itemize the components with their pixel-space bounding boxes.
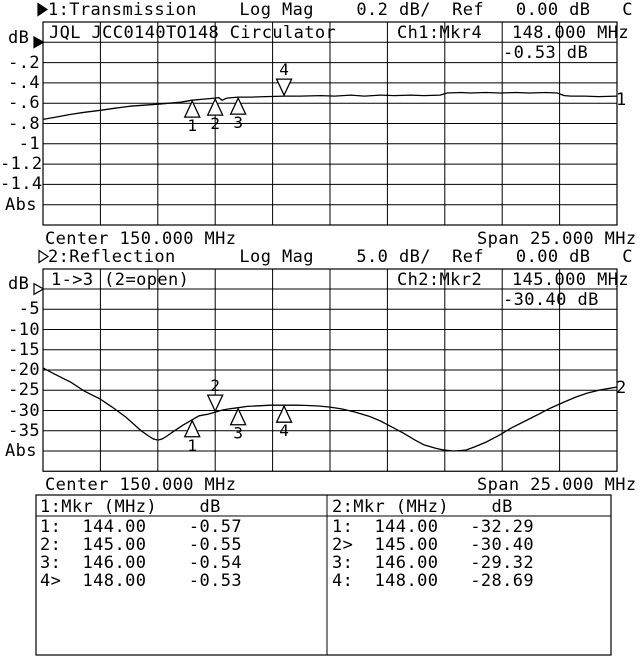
y-axis-tick-label: -1.4	[0, 174, 43, 195]
marker-1-label: 1	[187, 435, 198, 455]
y-axis-tick-label: -.8	[8, 113, 40, 134]
y-axis-tick-label: -35	[8, 420, 40, 441]
y-axis-tick-label: -1	[18, 133, 40, 154]
marker-4-label: 4	[279, 60, 289, 80]
y-axis-tick-label: -20	[8, 360, 40, 380]
ch2-axis-abs: Abs	[5, 441, 37, 461]
y-axis-tick-label: -.4	[8, 72, 40, 93]
mkr-table2-row: 3: 146.00 -29.32	[332, 553, 535, 573]
ch2-axis-unit: dB	[8, 274, 30, 294]
ch2-title: 1->3 (2=open)	[51, 270, 190, 290]
ch2-marker-readout-label: Ch2:Mkr2	[397, 270, 483, 290]
mkr-table1-row: 4> 148.00 -0.53	[40, 571, 243, 591]
y-axis-tick-label: -10	[8, 319, 40, 340]
ch1-axis-unit: dB	[8, 28, 30, 48]
mkr-table2-row: 2> 145.00 -30.40	[332, 535, 535, 555]
mkr-table1-header: 1:Mkr (MHz) dB	[40, 497, 221, 517]
y-axis-tick-label: -.6	[8, 93, 40, 114]
mkr-table2-header: 2:Mkr (MHz) dB	[332, 497, 513, 517]
ref-level-pointer-icon	[34, 284, 44, 295]
marker-2-label: 2	[210, 114, 221, 134]
marker-1-label: 1	[187, 116, 198, 136]
marker-4-icon	[277, 79, 292, 95]
mkr-table2-row: 4: 148.00 -28.69	[332, 571, 535, 591]
marker-2-label: 2	[210, 376, 221, 396]
y-axis-tick-label: -.2	[8, 52, 40, 73]
marker-4-label: 4	[279, 421, 289, 441]
y-axis-tick-label: -1.2	[0, 154, 43, 175]
ch1-axis-abs: Abs	[5, 195, 37, 215]
ch2-center-freq: Center 150.000 MHz	[45, 475, 237, 495]
ch2-trace-number: 2	[616, 378, 627, 398]
marker-4-icon	[277, 406, 292, 422]
marker-2-icon	[208, 99, 223, 115]
marker-2-icon	[208, 395, 223, 411]
y-axis-tick-label: -5	[18, 299, 40, 320]
ch1-marker-readout-label: Ch1:Mkr4	[397, 23, 483, 43]
channel-header-pointer-icon	[38, 4, 47, 16]
mkr-table1-row: 2: 145.00 -0.55	[40, 535, 243, 555]
ch1-marker-readout-value: -0.53 dB	[503, 43, 589, 63]
marker-3-label: 3	[233, 113, 243, 133]
ch1-center-freq: Center 150.000 MHz	[45, 229, 237, 249]
mkr-table1-row: 1: 144.00 -0.57	[40, 517, 243, 537]
marker-3-icon	[231, 98, 246, 114]
mkr-table1-row: 3: 146.00 -0.54	[40, 553, 243, 573]
ch2-marker-readout-freq: 145.000 MHz	[512, 270, 629, 290]
y-axis-tick-label: -25	[8, 380, 40, 401]
ch1-marker-readout-freq: 148.000 MHz	[512, 23, 629, 43]
y-axis-tick-label: -15	[8, 339, 40, 360]
ch1-header: 1:Transmission Log Mag 0.2 dB/ Ref 0.00 dB C	[48, 0, 633, 20]
channel-header-pointer-icon	[39, 251, 48, 263]
mkr-table2-row: 1: 144.00 -32.29	[332, 517, 535, 537]
marker-3-label: 3	[233, 423, 243, 443]
ch2-span: Span 25.000 MHz	[477, 475, 637, 495]
ch2-header: 2:Reflection Log Mag 5.0 dB/ Ref 0.00 dB C	[48, 247, 633, 267]
ch1-trace-number: 1	[616, 90, 627, 110]
ch2-marker-readout-value: -30.40 dB	[503, 290, 599, 310]
ref-level-pointer-icon	[34, 37, 44, 48]
ch1-span: Span 25.000 MHz	[477, 229, 637, 249]
marker-3-icon	[231, 409, 246, 425]
ch1-title: JQL JCC0140TO148 Circulator	[49, 23, 337, 43]
y-axis-tick-label: -30	[8, 400, 40, 421]
